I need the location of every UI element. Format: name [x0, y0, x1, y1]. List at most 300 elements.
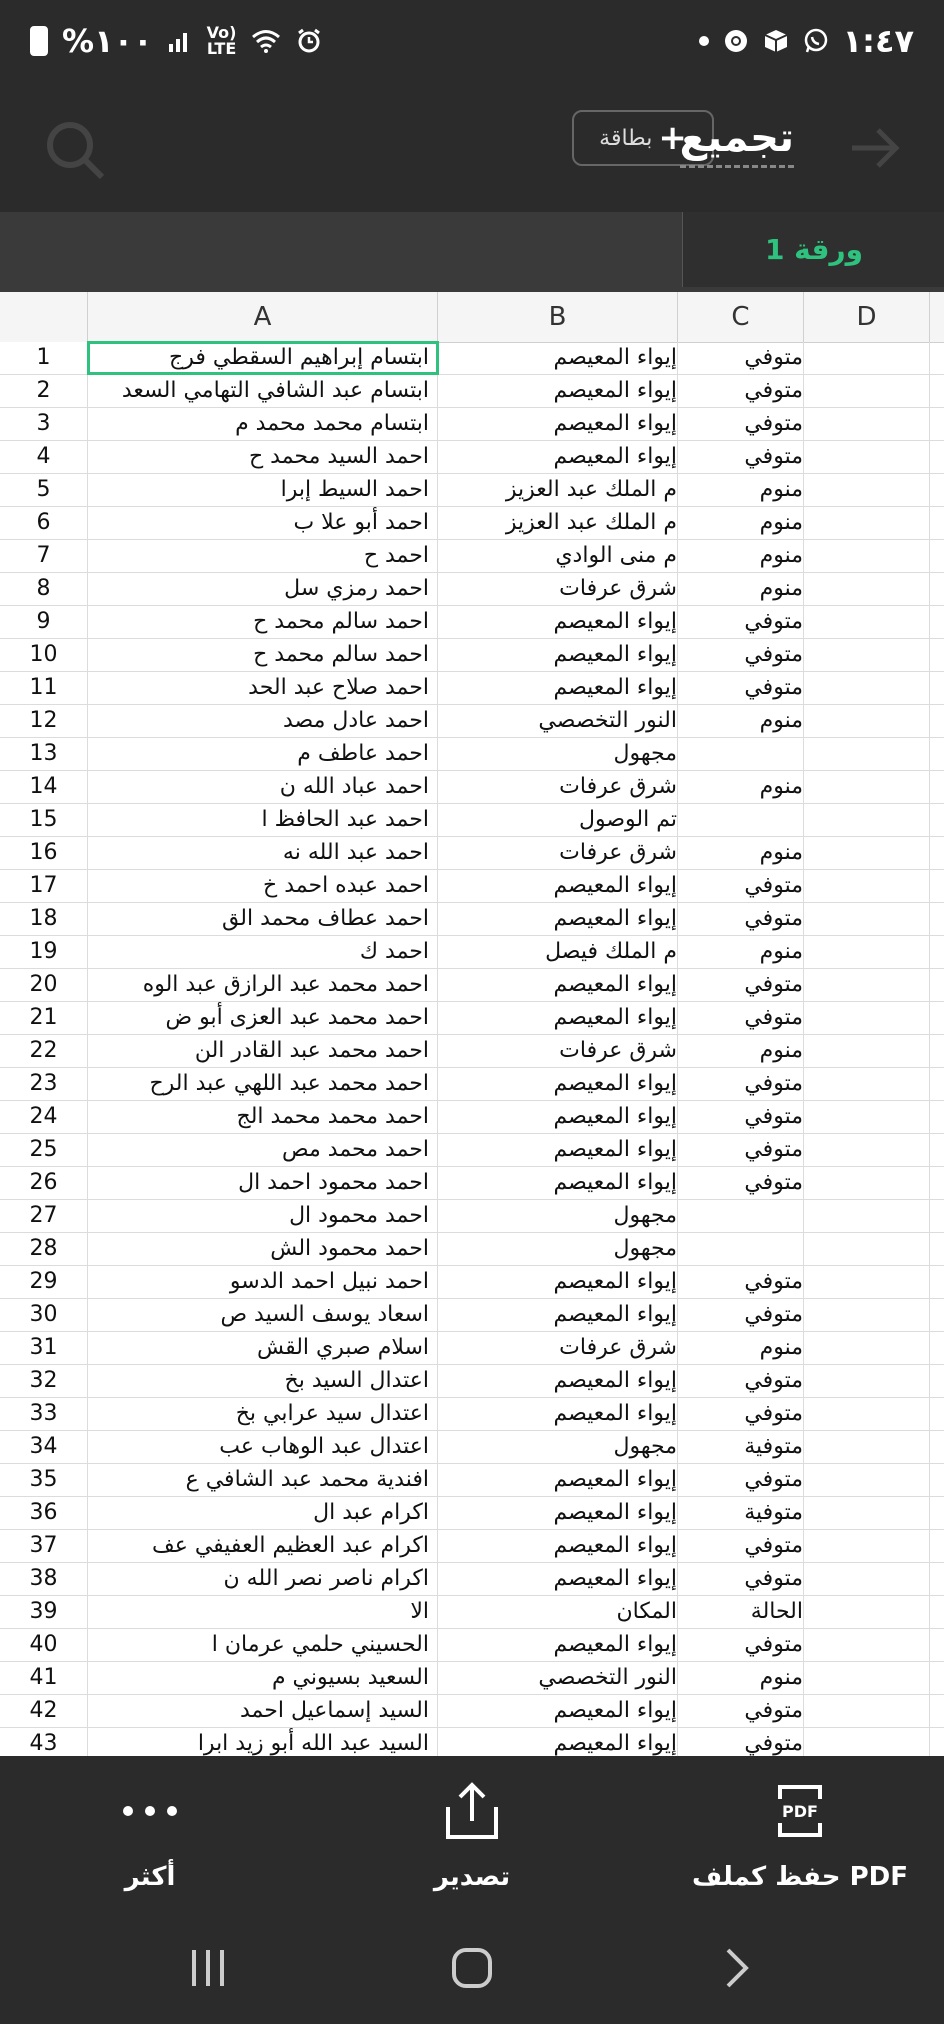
- cell-d[interactable]: [804, 1035, 930, 1067]
- cell-e[interactable]: [930, 1629, 944, 1661]
- row-number-cell[interactable]: 43: [0, 1728, 88, 1756]
- cell-d[interactable]: [804, 606, 930, 638]
- cell-c[interactable]: [678, 1266, 804, 1298]
- cell-d[interactable]: [804, 408, 930, 440]
- cell-e[interactable]: [930, 1662, 944, 1694]
- cell-a[interactable]: اسعاد يوسف السيد ص: [88, 1299, 438, 1331]
- cell-c[interactable]: [678, 1464, 804, 1496]
- column-header-a[interactable]: A: [88, 292, 438, 342]
- cell-b-text: إيواء المعيصم: [553, 378, 677, 403]
- cell-a[interactable]: احمد عباد الله ن: [88, 771, 438, 803]
- row-number-cell[interactable]: 8: [0, 573, 88, 605]
- cell-a[interactable]: اعتدال السيد بخ: [88, 1365, 438, 1397]
- cell-d[interactable]: [804, 672, 930, 704]
- row-number-cell[interactable]: 26: [0, 1167, 88, 1199]
- cell-b[interactable]: [438, 1431, 678, 1463]
- cell-a[interactable]: احمد سالم محمد ح: [88, 639, 438, 671]
- cell-d[interactable]: [804, 1497, 930, 1529]
- cell-e[interactable]: [930, 1266, 944, 1298]
- cell-e[interactable]: [930, 903, 944, 935]
- table-row: [0, 375, 944, 408]
- cell-d[interactable]: [804, 1002, 930, 1034]
- row-number-cell[interactable]: 41: [0, 1662, 88, 1694]
- row-number-cell[interactable]: 9: [0, 606, 88, 638]
- cell-b[interactable]: [438, 1464, 678, 1496]
- cell-b[interactable]: [438, 1002, 678, 1034]
- cell-c[interactable]: [678, 1431, 804, 1463]
- cell-c[interactable]: [678, 639, 804, 671]
- row-number-cell[interactable]: 37: [0, 1530, 88, 1562]
- cell-e[interactable]: [930, 1365, 944, 1397]
- export-button[interactable]: [362, 1776, 582, 1906]
- cell-a[interactable]: افندية محمد عبد الشافي ع: [88, 1464, 438, 1496]
- cell-b-text: شرق عرفات: [559, 840, 677, 865]
- cell-a[interactable]: السيد عبد الله أبو زيد ابرا: [88, 1728, 438, 1756]
- cell-c[interactable]: [678, 1101, 804, 1133]
- spreadsheet-grid[interactable]: [0, 292, 944, 1756]
- cell-d[interactable]: [804, 870, 930, 902]
- cell-a[interactable]: احمد محمود ال: [88, 1200, 438, 1232]
- cell-b[interactable]: [438, 672, 678, 704]
- cell-d[interactable]: [804, 1563, 930, 1595]
- cell-c[interactable]: [678, 870, 804, 902]
- cell-d[interactable]: [804, 1167, 930, 1199]
- cell-b[interactable]: [438, 804, 678, 836]
- cell-d[interactable]: [804, 1695, 930, 1727]
- cell-b[interactable]: [438, 1728, 678, 1756]
- battery-level: %١٠٠: [62, 22, 153, 60]
- cell-b[interactable]: [438, 1398, 678, 1430]
- cell-e[interactable]: [930, 1332, 944, 1364]
- cell-a[interactable]: احمد نبيل احمد الدسو: [88, 1266, 438, 1298]
- network-text: LTE: [206, 39, 237, 58]
- row-number-cell[interactable]: 24: [0, 1101, 88, 1133]
- back-arrow-icon[interactable]: [844, 118, 904, 178]
- cell-a[interactable]: اكرام عبد العظيم العفيفي عف: [88, 1530, 438, 1562]
- cell-d[interactable]: [804, 1629, 930, 1661]
- cell-c[interactable]: [678, 1200, 804, 1232]
- cell-a[interactable]: احمد محمد مص: [88, 1134, 438, 1166]
- row-number-cell[interactable]: 39: [0, 1596, 88, 1628]
- cell-b[interactable]: [438, 573, 678, 605]
- cell-d[interactable]: [804, 1134, 930, 1166]
- cell-d[interactable]: [804, 1662, 930, 1694]
- cell-b[interactable]: [438, 1101, 678, 1133]
- cell-b[interactable]: [438, 936, 678, 968]
- cell-a[interactable]: السيد إسماعيل احمد: [88, 1695, 438, 1727]
- cell-e[interactable]: [930, 1233, 944, 1265]
- cell-a[interactable]: احمد صلاح عبد الحد: [88, 672, 438, 704]
- cell-a[interactable]: ابتسام إبراهيم السقطي فرج: [88, 342, 438, 374]
- table-row: [0, 804, 944, 837]
- cell-c[interactable]: [678, 1035, 804, 1067]
- cell-e[interactable]: [930, 1101, 944, 1133]
- cell-c[interactable]: [678, 969, 804, 1001]
- cell-c[interactable]: [678, 1629, 804, 1661]
- row-number-cell[interactable]: 22: [0, 1035, 88, 1067]
- cell-c[interactable]: [678, 903, 804, 935]
- cell-e[interactable]: [930, 606, 944, 638]
- cell-d[interactable]: [804, 771, 930, 803]
- cell-c[interactable]: [678, 408, 804, 440]
- cell-e[interactable]: [930, 408, 944, 440]
- cell-a[interactable]: احمد محمد عبد القادر الن: [88, 1035, 438, 1067]
- row-number-cell[interactable]: 15: [0, 804, 88, 836]
- cell-e[interactable]: [930, 1002, 944, 1034]
- row-number-cell[interactable]: 23: [0, 1068, 88, 1100]
- cell-b[interactable]: [438, 639, 678, 671]
- cell-e[interactable]: [930, 1431, 944, 1463]
- cell-c[interactable]: [678, 936, 804, 968]
- cell-b[interactable]: [438, 1200, 678, 1232]
- cell-b[interactable]: [438, 1563, 678, 1595]
- cell-b[interactable]: [438, 408, 678, 440]
- cell-a[interactable]: احمد ح: [88, 540, 438, 572]
- row-number-cell[interactable]: 19: [0, 936, 88, 968]
- cell-e[interactable]: [930, 672, 944, 704]
- row-number-cell[interactable]: 5: [0, 474, 88, 506]
- cell-d[interactable]: [804, 1464, 930, 1496]
- cell-b[interactable]: [438, 705, 678, 737]
- recents-button[interactable]: [168, 1938, 248, 1998]
- cell-c[interactable]: [678, 342, 804, 374]
- cell-b[interactable]: [438, 606, 678, 638]
- cell-d[interactable]: [804, 1398, 930, 1430]
- cell-a[interactable]: احمد عادل مصد: [88, 705, 438, 737]
- cell-d[interactable]: [804, 969, 930, 1001]
- cell-e[interactable]: [930, 1596, 944, 1628]
- cell-a[interactable]: احمد السيد محمد ح: [88, 441, 438, 473]
- cell-e[interactable]: [930, 1464, 944, 1496]
- table-row: [0, 1365, 944, 1398]
- cell-c[interactable]: [678, 771, 804, 803]
- column-header-e[interactable]: [930, 292, 944, 342]
- cell-d[interactable]: [804, 1101, 930, 1133]
- row-number-cell[interactable]: 34: [0, 1431, 88, 1463]
- cell-a[interactable]: احمد رمزي سل: [88, 573, 438, 605]
- column-header-c[interactable]: C: [678, 292, 804, 342]
- table-row: [0, 738, 944, 771]
- cell-a[interactable]: السعيد بسيوني م: [88, 1662, 438, 1694]
- cell-b[interactable]: [438, 1167, 678, 1199]
- cell-b[interactable]: [438, 1233, 678, 1265]
- cell-e[interactable]: [930, 639, 944, 671]
- cell-a[interactable]: اكرام ناصر نصر الله ن: [88, 1563, 438, 1595]
- row-number-cell[interactable]: 27: [0, 1200, 88, 1232]
- cell-b[interactable]: [438, 441, 678, 473]
- cell-c[interactable]: [678, 1299, 804, 1331]
- cell-e[interactable]: [930, 540, 944, 572]
- cell-b[interactable]: [438, 375, 678, 407]
- cell-d[interactable]: [804, 639, 930, 671]
- cell-b-text: إيواء المعيصم: [553, 1500, 677, 1525]
- cell-d[interactable]: [804, 1233, 930, 1265]
- column-header-d[interactable]: D: [804, 292, 930, 342]
- cell-e[interactable]: [930, 1728, 944, 1756]
- row-number-cell[interactable]: 29: [0, 1266, 88, 1298]
- back-button[interactable]: [696, 1938, 776, 1998]
- cell-d[interactable]: [804, 441, 930, 473]
- cell-e[interactable]: [930, 1068, 944, 1100]
- cell-d[interactable]: [804, 507, 930, 539]
- row-number-cell[interactable]: 1: [0, 342, 88, 374]
- row-number-cell[interactable]: 38: [0, 1563, 88, 1595]
- cell-e[interactable]: [930, 1398, 944, 1430]
- search-icon[interactable]: [40, 115, 110, 185]
- cell-a[interactable]: اكرام عبد ال: [88, 1497, 438, 1529]
- document-title[interactable]: تجميع: [680, 115, 794, 168]
- cell-c[interactable]: [678, 738, 804, 770]
- cell-e[interactable]: [930, 1134, 944, 1166]
- cell-a[interactable]: احمد ك: [88, 936, 438, 968]
- cell-b[interactable]: [438, 1695, 678, 1727]
- row-number-cell[interactable]: 7: [0, 540, 88, 572]
- cell-c[interactable]: [678, 837, 804, 869]
- cell-c-text: متوفي: [744, 675, 803, 700]
- row-number-cell[interactable]: 13: [0, 738, 88, 770]
- cell-c[interactable]: [678, 375, 804, 407]
- cell-e[interactable]: [930, 1530, 944, 1562]
- cell-a[interactable]: احمد محمود الش: [88, 1233, 438, 1265]
- cell-c[interactable]: [678, 606, 804, 638]
- row-number-cell[interactable]: 33: [0, 1398, 88, 1430]
- cell-c[interactable]: [678, 1728, 804, 1756]
- row-number-cell[interactable]: 42: [0, 1695, 88, 1727]
- cell-a[interactable]: احمد محمد عبد اللهي عبد الرح: [88, 1068, 438, 1100]
- cell-d[interactable]: [804, 1200, 930, 1232]
- cell-e[interactable]: [930, 573, 944, 605]
- row-number-cell[interactable]: 36: [0, 1497, 88, 1529]
- cell-b[interactable]: [438, 1266, 678, 1298]
- cell-a[interactable]: احمد عطاف محمد الق: [88, 903, 438, 935]
- cell-c[interactable]: [678, 1134, 804, 1166]
- cell-c[interactable]: [678, 1563, 804, 1595]
- row-number-cell[interactable]: 17: [0, 870, 88, 902]
- cell-c[interactable]: [678, 1530, 804, 1562]
- cell-b[interactable]: [438, 1596, 678, 1628]
- cell-c[interactable]: [678, 474, 804, 506]
- cell-b[interactable]: [438, 738, 678, 770]
- cell-e[interactable]: [930, 375, 944, 407]
- cell-b[interactable]: [438, 1530, 678, 1562]
- row-number-cell[interactable]: 20: [0, 969, 88, 1001]
- cell-a[interactable]: احمد سالم محمد ح: [88, 606, 438, 638]
- cell-d[interactable]: [804, 342, 930, 374]
- cell-d[interactable]: [804, 1299, 930, 1331]
- cell-a[interactable]: اعتدال عبد الوهاب عب: [88, 1431, 438, 1463]
- cell-b-text: مجهول: [613, 1236, 677, 1261]
- cell-e[interactable]: [930, 1200, 944, 1232]
- cell-a[interactable]: ابتسام محمد محمد م: [88, 408, 438, 440]
- cell-d[interactable]: [804, 375, 930, 407]
- row-number-cell[interactable]: 21: [0, 1002, 88, 1034]
- cell-c[interactable]: [678, 1662, 804, 1694]
- cell-a[interactable]: احمد محمد عبد العزى أبو ض: [88, 1002, 438, 1034]
- row-number-cell[interactable]: 3: [0, 408, 88, 440]
- cell-b[interactable]: [438, 870, 678, 902]
- cell-c[interactable]: [678, 1233, 804, 1265]
- cell-b[interactable]: [438, 1134, 678, 1166]
- cell-c-text: منوم: [759, 477, 803, 502]
- cell-c[interactable]: [678, 507, 804, 539]
- cell-c-text: متوفي: [744, 1401, 803, 1426]
- row-number-cell[interactable]: 14: [0, 771, 88, 803]
- cell-d[interactable]: [804, 705, 930, 737]
- cell-c[interactable]: [678, 1167, 804, 1199]
- row-number-cell[interactable]: 25: [0, 1134, 88, 1166]
- cell-e[interactable]: [930, 870, 944, 902]
- cell-d[interactable]: [804, 1431, 930, 1463]
- cell-c[interactable]: [678, 1332, 804, 1364]
- cell-e[interactable]: [930, 738, 944, 770]
- row-number-cell[interactable]: 31: [0, 1332, 88, 1364]
- cell-b[interactable]: [438, 1662, 678, 1694]
- cell-d[interactable]: [804, 573, 930, 605]
- cell-c[interactable]: [678, 672, 804, 704]
- cell-c-text: منوم: [759, 1038, 803, 1063]
- cell-a[interactable]: اسلام صبري القش: [88, 1332, 438, 1364]
- cell-e[interactable]: [930, 804, 944, 836]
- cell-b[interactable]: [438, 1497, 678, 1529]
- more-label: أكثر: [124, 1862, 176, 1892]
- cell-d[interactable]: [804, 1728, 930, 1756]
- volte-label: [207, 25, 237, 57]
- row-number-cell[interactable]: 30: [0, 1299, 88, 1331]
- cell-c[interactable]: [678, 1398, 804, 1430]
- cell-d[interactable]: [804, 1332, 930, 1364]
- cell-a[interactable]: احمد عبد الله نه: [88, 837, 438, 869]
- clock: ١:٤٧: [842, 22, 914, 60]
- status-right: [699, 22, 914, 60]
- cell-c[interactable]: [678, 804, 804, 836]
- cell-d[interactable]: [804, 738, 930, 770]
- cell-b[interactable]: [438, 507, 678, 539]
- cell-a[interactable]: اعتدال سيد عرابي بخ: [88, 1398, 438, 1430]
- cell-d[interactable]: [804, 1266, 930, 1298]
- cell-c[interactable]: [678, 1695, 804, 1727]
- cell-a[interactable]: احمد عبده احمد خ: [88, 870, 438, 902]
- cell-e[interactable]: [930, 969, 944, 1001]
- cell-b[interactable]: [438, 474, 678, 506]
- row-number-cell[interactable]: 4: [0, 441, 88, 473]
- cell-e[interactable]: [930, 771, 944, 803]
- cell-e[interactable]: [930, 705, 944, 737]
- cell-d[interactable]: [804, 1530, 930, 1562]
- cell-b[interactable]: [438, 1629, 678, 1661]
- cell-b[interactable]: [438, 1332, 678, 1364]
- table-row: [0, 1266, 944, 1299]
- cell-d[interactable]: [804, 1596, 930, 1628]
- cell-a[interactable]: احمد عاطف م: [88, 738, 438, 770]
- cell-c-text: متوفي: [744, 1269, 803, 1294]
- home-button[interactable]: [432, 1938, 512, 1998]
- cell-c[interactable]: [678, 705, 804, 737]
- cell-e[interactable]: [930, 1299, 944, 1331]
- cell-b[interactable]: [438, 903, 678, 935]
- cell-c-text: متوفي: [744, 906, 803, 931]
- cell-b[interactable]: [438, 771, 678, 803]
- cell-c[interactable]: [678, 1365, 804, 1397]
- cell-e[interactable]: [930, 1695, 944, 1727]
- cell-a[interactable]: احمد عبد الحافظ ا: [88, 804, 438, 836]
- row-number-cell[interactable]: 10: [0, 639, 88, 671]
- corner-cell[interactable]: [0, 292, 88, 342]
- row-number-cell[interactable]: 12: [0, 705, 88, 737]
- cell-d[interactable]: [804, 474, 930, 506]
- cell-d[interactable]: [804, 1068, 930, 1100]
- cell-e[interactable]: [930, 1497, 944, 1529]
- cell-e[interactable]: [930, 342, 944, 374]
- cell-a[interactable]: احمد محمد عبد الرازق عبد الوه: [88, 969, 438, 1001]
- cell-e[interactable]: [930, 441, 944, 473]
- row-number-cell[interactable]: 40: [0, 1629, 88, 1661]
- tab-sheet1[interactable]: ورقة 1: [682, 212, 944, 287]
- cell-d[interactable]: [804, 1365, 930, 1397]
- cell-c[interactable]: [678, 1068, 804, 1100]
- cell-b[interactable]: [438, 540, 678, 572]
- row-number-cell[interactable]: 16: [0, 837, 88, 869]
- cell-b[interactable]: [438, 969, 678, 1001]
- cell-e[interactable]: [930, 507, 944, 539]
- row-number-cell[interactable]: 6: [0, 507, 88, 539]
- cell-e[interactable]: [930, 474, 944, 506]
- cell-a[interactable]: احمد محمد محمد الج: [88, 1101, 438, 1133]
- cell-d[interactable]: [804, 936, 930, 968]
- cell-a[interactable]: احمد أبو علا ب: [88, 507, 438, 539]
- cell-c[interactable]: [678, 1596, 804, 1628]
- cell-a[interactable]: ابتسام عبد الشافي التهامي السعد: [88, 375, 438, 407]
- row-number-cell[interactable]: 32: [0, 1365, 88, 1397]
- cell-b[interactable]: [438, 342, 678, 374]
- row-number-cell[interactable]: 35: [0, 1464, 88, 1496]
- cell-b[interactable]: [438, 1365, 678, 1397]
- cell-b[interactable]: [438, 837, 678, 869]
- cell-d[interactable]: [804, 837, 930, 869]
- save-pdf-button[interactable]: [680, 1776, 920, 1906]
- cell-b[interactable]: [438, 1068, 678, 1100]
- more-button[interactable]: [40, 1776, 260, 1906]
- cell-a[interactable]: احمد محمود احمد ال: [88, 1167, 438, 1199]
- table-row: [0, 837, 944, 870]
- row-number-cell[interactable]: 2: [0, 375, 88, 407]
- row-number-cell[interactable]: 18: [0, 903, 88, 935]
- cell-c[interactable]: [678, 1497, 804, 1529]
- cell-b[interactable]: [438, 1035, 678, 1067]
- cell-d[interactable]: [804, 903, 930, 935]
- cell-a[interactable]: احمد السيط إبرا: [88, 474, 438, 506]
- column-header-b[interactable]: B: [438, 292, 678, 342]
- cell-e[interactable]: [930, 1167, 944, 1199]
- cell-c[interactable]: [678, 1002, 804, 1034]
- row-number-cell[interactable]: 28: [0, 1233, 88, 1265]
- cell-d[interactable]: [804, 540, 930, 572]
- cell-a[interactable]: الا: [88, 1596, 438, 1628]
- cell-c[interactable]: [678, 441, 804, 473]
- add-card-label: بطاقة: [599, 125, 653, 151]
- table-row: [0, 1299, 944, 1332]
- cell-e[interactable]: [930, 936, 944, 968]
- cell-e[interactable]: [930, 1035, 944, 1067]
- cell-d[interactable]: [804, 804, 930, 836]
- cell-b-text: إيواء المعيصم: [553, 1731, 677, 1756]
- cell-e[interactable]: [930, 1563, 944, 1595]
- row-number-cell[interactable]: 11: [0, 672, 88, 704]
- cell-b[interactable]: [438, 1299, 678, 1331]
- cell-c[interactable]: [678, 540, 804, 572]
- cell-a[interactable]: الحسيني حلمي عرمان ا: [88, 1629, 438, 1661]
- cell-c[interactable]: [678, 573, 804, 605]
- cell-e[interactable]: [930, 837, 944, 869]
